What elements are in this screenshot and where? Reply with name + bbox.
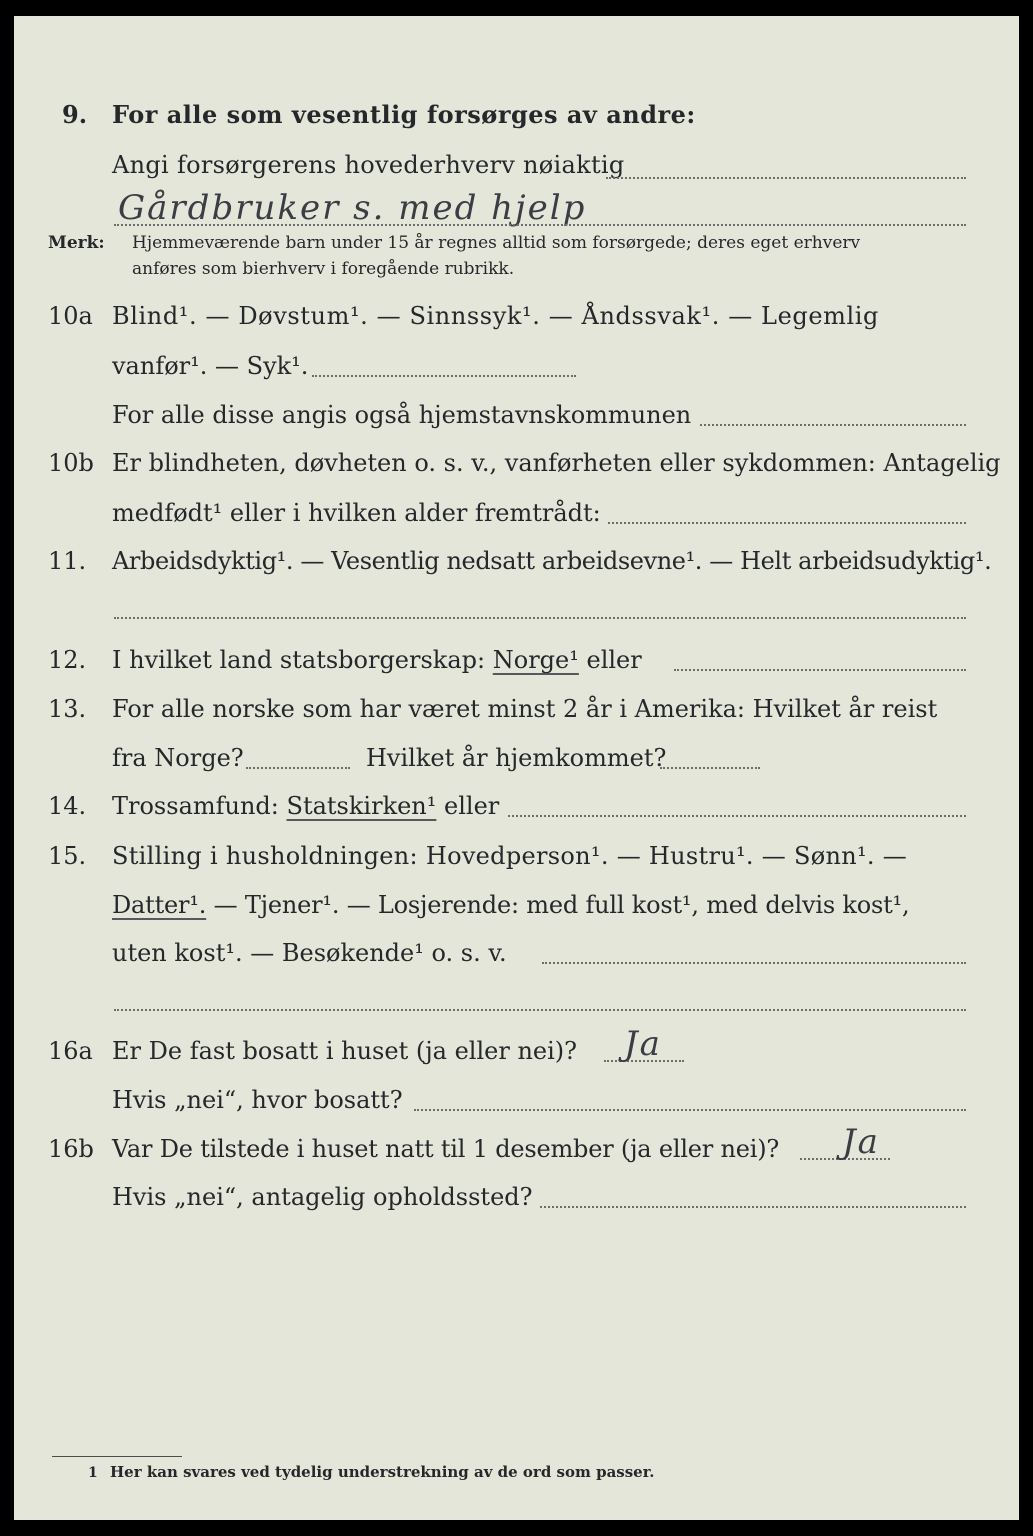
- q16a-line2-dotted: [414, 1109, 966, 1111]
- q12-post: eller: [586, 646, 642, 674]
- q16b-number: 16b: [48, 1135, 94, 1163]
- q11-number: 11.: [48, 547, 87, 575]
- q10a-line1: Blind¹. — Døvstum¹. — Sinnssyk¹. — Åndssvak¹. — Legemlig: [112, 302, 880, 330]
- q16b-line2: Hvis „nei“, antagelig opholdssted?: [112, 1183, 533, 1211]
- q14-line1: [112, 791, 499, 821]
- q14-dotted-line: [508, 815, 966, 817]
- q9-number: 9.: [62, 100, 88, 129]
- q10b-line1: Er blindheten, døvheten o. s. v., vanførheten eller sykdommen: Antagelig: [112, 449, 1001, 477]
- q13-part1-dotted: [246, 767, 350, 769]
- q15-line2-rest: — Tjener¹. — Losjerende: med full kost¹, med delvis kost¹,: [213, 891, 910, 919]
- q15-extra-dotted-line: [114, 1009, 966, 1011]
- q10b-dotted-line: [608, 522, 966, 524]
- q15-number: 15.: [48, 842, 87, 870]
- q16b-handwritten-answer: Ja: [842, 1122, 880, 1162]
- footnote-text: Her kan svares ved tydelig understrekning av de ord som passer.: [110, 1463, 655, 1481]
- q12-underlined-answer: Norge¹: [492, 646, 579, 674]
- q16a-number: 16a: [48, 1037, 93, 1065]
- q11-dotted-line: [114, 617, 966, 619]
- q16b-line1: Var De tilstede i huset natt til 1 desember (ja eller nei)?: [112, 1135, 780, 1163]
- q13-part2-dotted: [660, 767, 760, 769]
- merk-label: Merk:: [48, 233, 105, 253]
- q14-post: eller: [444, 792, 500, 820]
- q14-underlined-answer: Statskirken¹: [286, 792, 437, 820]
- q14-question: Trossamfund:: [112, 792, 279, 820]
- q11-line1: Arbeidsdyktig¹. — Vesentlig nedsatt arbeidsevne¹. — Helt arbeidsudyktig¹.: [112, 547, 992, 575]
- merk-line2: anføres som bierhverv i foregående rubrikk.: [132, 259, 515, 279]
- q13-part1: fra Norge?: [112, 744, 244, 772]
- q15-line1: Stilling i husholdningen: Hovedperson¹. — Hustru¹. — Sønn¹. —: [112, 842, 908, 870]
- footnote-mark: 1: [88, 1465, 98, 1481]
- q12-number: 12.: [48, 646, 87, 674]
- q10a-dotted-line: [312, 375, 576, 377]
- q15-line2: [112, 890, 909, 920]
- q12-line1: [112, 645, 642, 675]
- footnote-rule: [52, 1456, 182, 1457]
- q15-underlined-answer: Datter¹.: [112, 891, 207, 919]
- q16a-handwritten-answer: Ja: [624, 1024, 662, 1064]
- q13-number: 13.: [48, 695, 87, 723]
- merk-line1: Hjemmeværende barn under 15 år regnes alltid som forsørgede; deres eget erhverv: [132, 233, 861, 253]
- q9-line2: Angi forsørgerens hovederhverv nøiaktig: [112, 151, 625, 179]
- q12-question: I hvilket land statsborgerskap:: [112, 646, 486, 674]
- q10a-line3: For alle disse angis også hjemstavnskommunen: [112, 401, 692, 429]
- q9-dotted-line: [606, 177, 966, 179]
- q9-line1: For alle som vesentlig forsørges av andre:: [112, 100, 696, 129]
- q14-number: 14.: [48, 792, 87, 820]
- q10b-number: 10b: [48, 449, 94, 477]
- q16a-line2: Hvis „nei“, hvor bosatt?: [112, 1086, 403, 1114]
- q16b-line2-dotted: [540, 1206, 966, 1208]
- q12-dotted-line: [674, 669, 966, 671]
- q9-answer-line: [114, 224, 966, 226]
- q13-part2: Hvilket år hjemkommet?: [366, 744, 667, 772]
- q15-line3: uten kost¹. — Besøkende¹ o. s. v.: [112, 939, 507, 967]
- census-form-page: [14, 16, 1019, 1520]
- q16a-line1: Er De fast bosatt i huset (ja eller nei)?: [112, 1037, 578, 1065]
- q13-line1: For alle norske som har været minst 2 år i Amerika: Hvilket år reist: [112, 695, 938, 723]
- q10b-line2: medfødt¹ eller i hvilken alder fremtrådt:: [112, 499, 601, 527]
- q15-dotted-line: [542, 962, 966, 964]
- q10a-line2: vanfør¹. — Syk¹.: [112, 352, 309, 380]
- q10a-line3-dotted: [700, 424, 966, 426]
- q10a-number: 10a: [48, 302, 93, 330]
- q9-handwritten-answer: Gårdbruker s. med hjelp: [118, 188, 587, 228]
